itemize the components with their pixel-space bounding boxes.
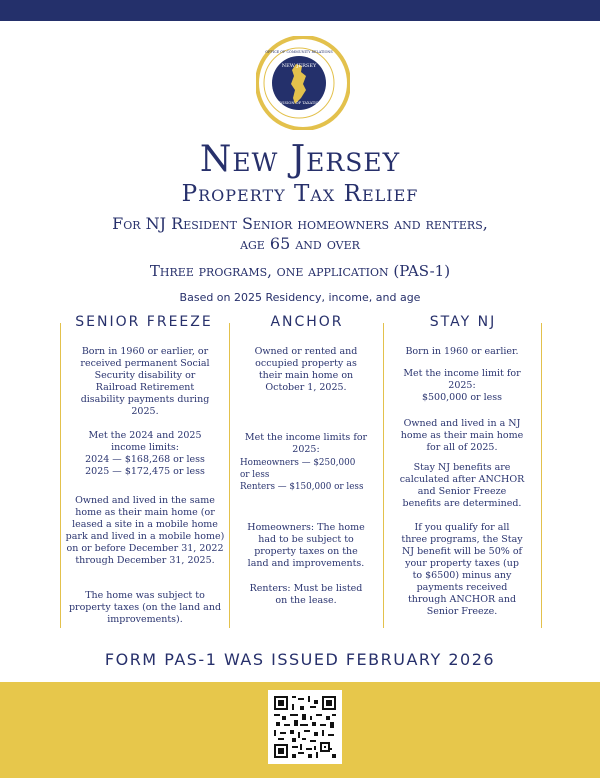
stay-nj-heading: STAY NJ xyxy=(429,314,497,330)
anchor-homeowner-rule: Homeowners: The home had to be subject to property taxes on the land and improvements. xyxy=(247,522,365,569)
senior-freeze-income-limits: Met the 2024 and 2025 income limits: 2024 — $168,268 or less 2025 — $172,475 or less xyxy=(85,430,205,477)
anchor-heading: ANCHOR xyxy=(270,314,344,330)
page-title: New Jersey xyxy=(199,139,401,180)
eligibility-line1: For NJ Resident Senior homeowners and renters, xyxy=(112,214,488,233)
programs-heading: Three programs, one application (PAS-1) xyxy=(149,262,451,280)
stay-nj-age: Born in 1960 or earlier. xyxy=(405,346,519,357)
form-issued-notice: FORM PAS-1 WAS ISSUED FEBRUARY 2026 xyxy=(104,650,496,669)
stay-nj-residency: Owned and lived in a NJ home as their main home for all of 2025. xyxy=(400,418,524,453)
division-of-taxation-seal-icon xyxy=(256,36,350,130)
column-divider xyxy=(383,323,384,628)
eligibility-heading xyxy=(20,214,580,254)
column-divider xyxy=(229,323,230,628)
seal-ring-text: OFFICE OF COMMUNITY RELATIONS xyxy=(265,50,333,54)
stay-nj-calculation-note: Stay NJ benefits are calculated after ANCHOR and Senior Freeze benefits are determined. xyxy=(399,462,525,509)
senior-freeze-heading: SENIOR FREEZE xyxy=(75,314,213,330)
anchor-renter-rule: Renters: Must be listed on the lease. xyxy=(249,583,363,606)
page-subtitle: Property Tax Relief xyxy=(181,181,419,207)
qr-code-icon[interactable] xyxy=(268,690,342,764)
senior-freeze-property-tax: The home was subject to property taxes (on the land and improvements). xyxy=(68,590,222,625)
column-divider xyxy=(60,323,61,628)
anchor-income-heading: Met the income limits for 2025: xyxy=(244,432,368,455)
anchor-income-limits: Homeowners — $250,000 or less Renters — $150,000 or less xyxy=(240,458,364,492)
seal-inner-line2: DIVISION OF TAXATION xyxy=(276,101,322,105)
seal-inner-line1: NEW JERSEY xyxy=(281,63,317,69)
column-divider xyxy=(541,323,542,628)
senior-freeze-residency: Owned and lived in the same home as their main home (or leased a site in a mobile home park and lived in a mobile home) on or before December 31, 2022 through December 31, 2025. xyxy=(65,495,225,566)
stay-nj-benefit-formula: If you qualify for all three programs, the Stay NJ benefit will be 50% of your property taxes (up to $6500) minus any payments received through ANCHOR and Senior Freeze. xyxy=(401,522,523,617)
senior-freeze-age-requirement: Born in 1960 or earlier, or received permanent Social Security disability or Railroad Retirement disability payments during 2025. xyxy=(80,346,210,417)
eligibility-line2: age 65 and over xyxy=(240,234,360,253)
top-navy-bar xyxy=(0,0,600,21)
anchor-occupancy: Owned or rented and occupied property as their main home on October 1, 2025. xyxy=(254,346,358,393)
basis-note: Based on 2025 Residency, income, and age xyxy=(179,291,421,304)
stay-nj-income-limit: Met the income limit for 2025: $500,000 or less xyxy=(403,368,521,403)
